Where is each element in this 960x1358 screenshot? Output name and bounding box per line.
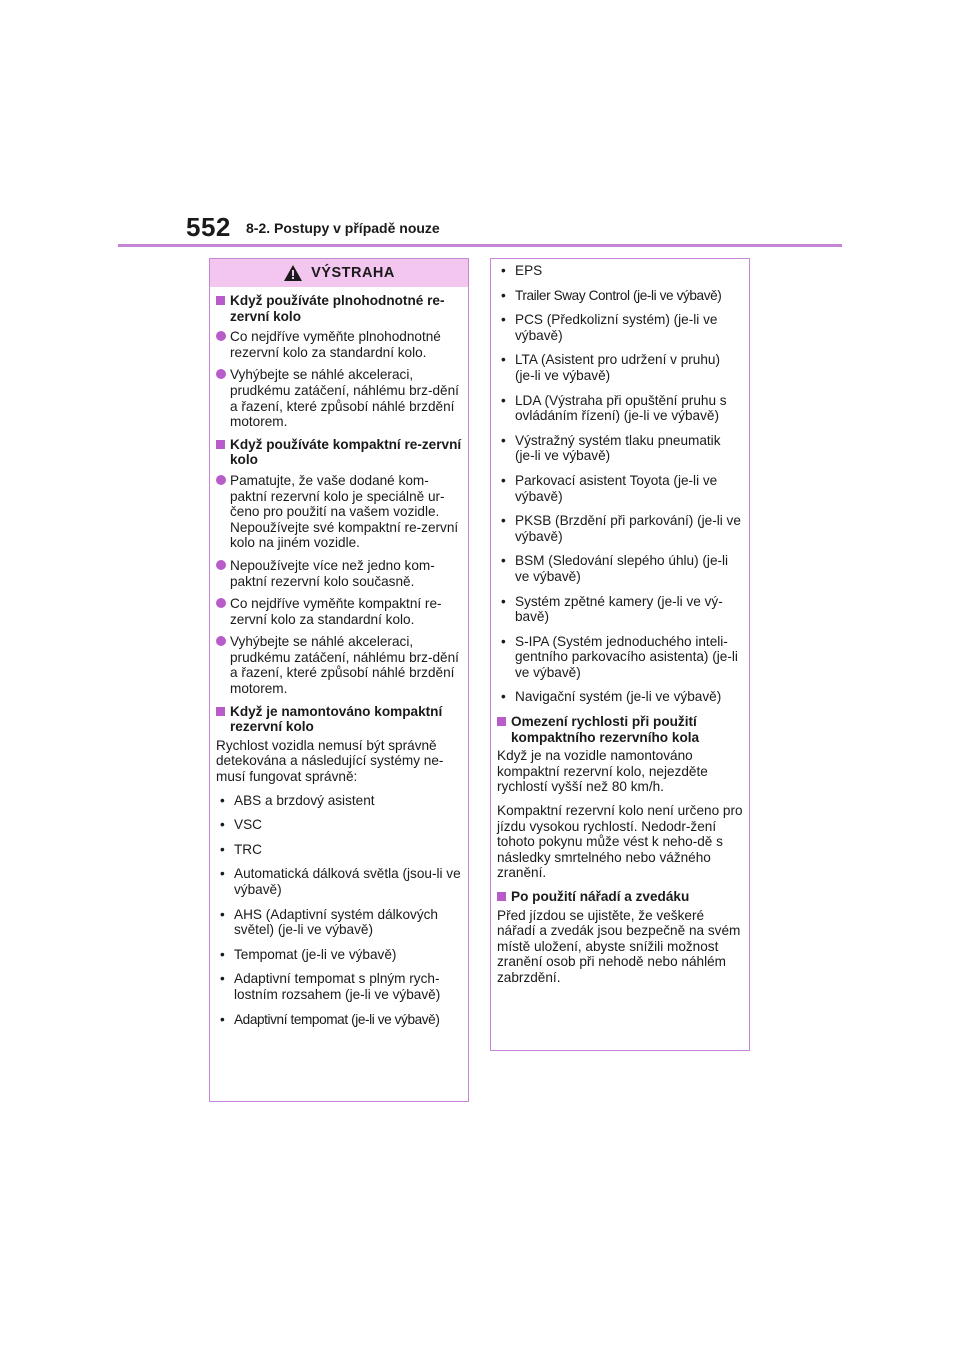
- heading-full-spare: Když používáte plnohodnotné re-zervní kolo: [216, 293, 462, 324]
- warning-title: VÝSTRAHA: [311, 265, 395, 281]
- list-item: • S-IPA (Systém jednoduchého inteli-gentního parkovacího asistenta) (je-li ve výbavě): [501, 633, 738, 680]
- list-item: • AHS (Adaptivní systém dálkových světel) (je-li ve výbavě): [220, 906, 438, 938]
- paragraph: Kompaktní rezervní kolo není určeno pro jízdu vysokou rychlostí. Nedodr-žení tohoto pokynu může vést k neho-dě s následky smrtelného nebo vážného zranění.: [497, 803, 743, 881]
- list-item: Vyhýbejte se náhlé akceleraci, prudkému zatáčení, náhlému brz-dění a řazení, které způsobí náhlé brzdění motorem.: [216, 634, 462, 696]
- paragraph: Rychlost vozidla nemusí být správně detekována a následující systémy ne-musí fungovat správně:: [216, 737, 444, 785]
- list-item: • Tempomat (je-li ve výbavě): [220, 946, 397, 962]
- list-item: • EPS: [501, 263, 543, 278]
- warning-box-left: [209, 258, 469, 1102]
- warning-box-right: [490, 258, 750, 1051]
- right-content: [491, 259, 749, 986]
- list-item: Co nejdříve vyměňte plnohodnotné rezervní kolo za standardní kolo.: [216, 329, 462, 360]
- paragraph: Před jízdou se ujistěte, že veškeré nářadí a zvedák jsou bezpečně na svém místě uložení, abyste snížili možnost zranění osob při nehodě nebo náhlém zabrzdění.: [497, 907, 741, 985]
- square-bullet-icon: [497, 717, 506, 726]
- dot-bullet-icon: [216, 598, 226, 608]
- header-divider: [118, 244, 842, 247]
- list-item: • Automatická dálková světla (jsou-li ve výbavě): [220, 866, 461, 897]
- list-item: Vyhýbejte se náhlé akceleraci, prudkému zatáčení, náhlému brz-dění a řazení, které způsobí náhlé brzdění motorem.: [216, 367, 462, 429]
- dot-bullet-icon: [216, 560, 226, 570]
- list-item: • LDA (Výstraha při opuštění pruhu s ovládáním řízení) (je-li ve výbavě): [501, 392, 727, 424]
- list-item: • Parkovací asistent Toyota (je-li ve výbavě): [501, 472, 718, 504]
- list-item: • Adaptivní tempomat (je-li ve výbavě): [220, 1011, 440, 1027]
- heading-compact-mounted: Když je namontováno kompaktní rezervní kolo: [216, 704, 462, 735]
- square-bullet-icon: [216, 296, 225, 305]
- list-item: Pamatujte, že vaše dodané kom-paktní rezervní kolo je speciálně ur-čeno pro použití na vašem vozidle. Nepoužívejte své kompaktní re-zervní kolo na jiném vozidle.: [216, 473, 462, 551]
- section-title: 8-2. Postupy v případě nouze: [246, 220, 440, 236]
- warning-header: [210, 259, 468, 287]
- square-bullet-icon: [497, 892, 506, 901]
- dot-bullet-icon: [216, 475, 226, 485]
- square-bullet-icon: [216, 707, 225, 716]
- dot-bullet-icon: [216, 331, 226, 341]
- square-bullet-icon: [216, 440, 225, 449]
- list-item: • VSC: [220, 817, 262, 833]
- list-item: Co nejdříve vyměňte kompaktní re-zervní kolo za standardní kolo.: [216, 596, 462, 627]
- heading-speed-limit: Omezení rychlosti při použití kompaktního rezervního kola: [497, 714, 743, 745]
- list-item: • PKSB (Brzdění při parkování) (je-li ve výbavě): [501, 513, 741, 544]
- dot-bullet-icon: [216, 369, 226, 379]
- list-item: • Navigační systém (je-li ve výbavě): [501, 689, 722, 705]
- page-number: 552: [186, 212, 231, 242]
- list-item: • TRC: [220, 841, 262, 857]
- list-item: • Trailer Sway Control (je-li ve výbavě): [501, 287, 722, 303]
- warning-triangle-icon: [283, 264, 303, 282]
- list-item: • Systém zpětné kamery (je-li ve vý-bavě): [501, 593, 723, 625]
- list-item: • ABS a brzdový asistent: [220, 792, 375, 808]
- paragraph: Když je na vozidle namontováno kompaktní rezervní kolo, nejezděte rychlostí vyšší než 80 km/h.: [497, 748, 708, 795]
- dot-bullet-icon: [216, 636, 226, 646]
- list-item: • PCS (Předkolizní systém) (je-li ve výbavě): [501, 312, 718, 343]
- list-item: Nepoužívejte více než jedno kom-paktní rezervní kolo současně.: [216, 558, 462, 589]
- left-content: [210, 287, 468, 1027]
- heading-after-tools: Po použití nářadí a zvedáku: [497, 889, 743, 905]
- list-item: • Výstražný systém tlaku pneumatik (je-li ve výbavě): [501, 432, 721, 464]
- list-item: • BSM (Sledování slepého úhlu) (je-li ve výbavě): [501, 553, 729, 584]
- list-item: • LTA (Asistent pro udržení v pruhu) (je-li ve výbavě): [501, 352, 721, 383]
- heading-compact-spare: Když používáte kompaktní re-zervní kolo: [216, 437, 462, 468]
- list-item: • Adaptivní tempomat s plným rych-lostním rozsahem (je-li ve výbavě): [220, 971, 441, 1002]
